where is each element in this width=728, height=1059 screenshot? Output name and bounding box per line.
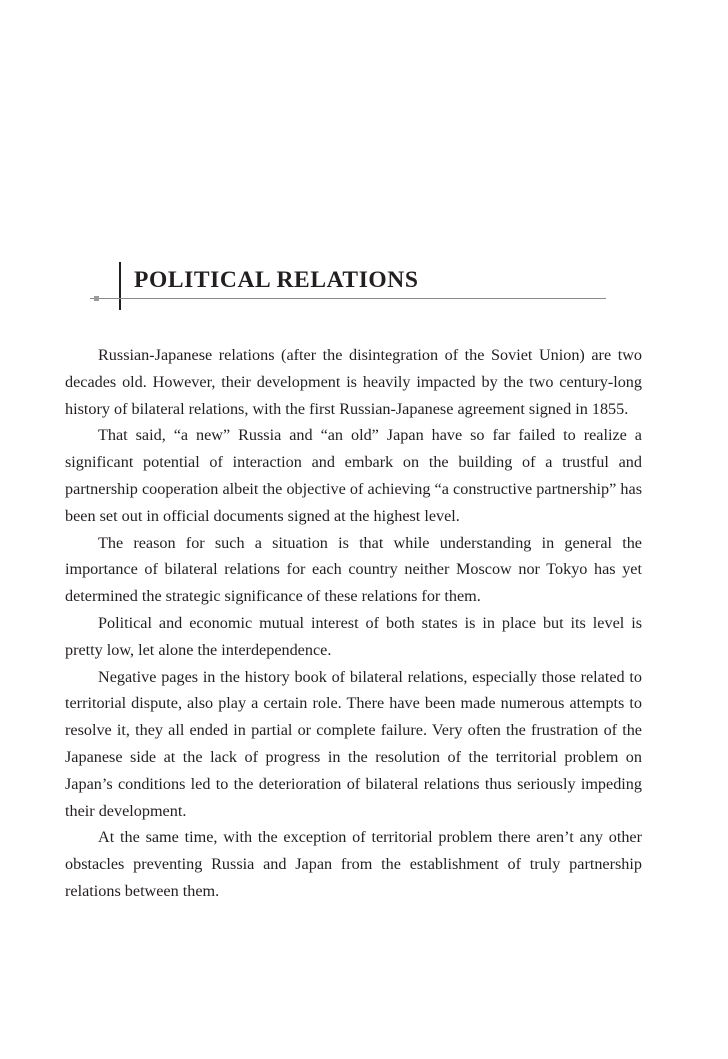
- heading-square-bullet-icon: [94, 296, 99, 301]
- paragraph-2: That said, “a new” Russia and “an old” Japan have so far failed to realize a significant potential of interaction and embark on the building of a trustful and partnership cooperation albeit the objective of achieving “a constructive partnership” has been set out in official documents signed at the highest level.: [65, 426, 642, 525]
- section-heading: [0, 0, 728, 330]
- paragraph-4: Political and economic mutual interest of both states is in place but its level is pretty low, let alone the interdependence.: [65, 613, 642, 659]
- body-text: [65, 342, 642, 905]
- paragraph-5: Negative pages in the history book of bilateral relations, especially those related to territorial dispute, also play a certain role. There have been made numerous attempts to resolve it, they all ended in partial or complete failure. Very often the frustration of the Japanese side at the lack of progress in the resolution of the territorial problem on Japan’s conditions led to the deterioration of bilateral relations thus seriously impeding their development.: [65, 667, 642, 820]
- section-title: POLITICAL RELATIONS: [134, 267, 419, 293]
- heading-vertical-rule: [119, 262, 121, 310]
- heading-horizontal-rule: [90, 298, 606, 299]
- paragraph-3: The reason for such a situation is that while understanding in general the importance of bilateral relations for each country neither Moscow nor Tokyo has yet determined the strategic significance of these relations for them.: [65, 533, 642, 606]
- paragraph-1: Russian-Japanese relations (after the disintegration of the Soviet Union) are two decades old. However, their development is heavily impacted by the two century-long history of bilateral relations, with the first Russian-Japanese agreement signed in 1855.: [65, 346, 642, 418]
- paragraph-6: At the same time, with the exception of territorial problem there aren’t any other obstacles preventing Russia and Japan from the establishment of truly partnership relations between them.: [65, 828, 642, 900]
